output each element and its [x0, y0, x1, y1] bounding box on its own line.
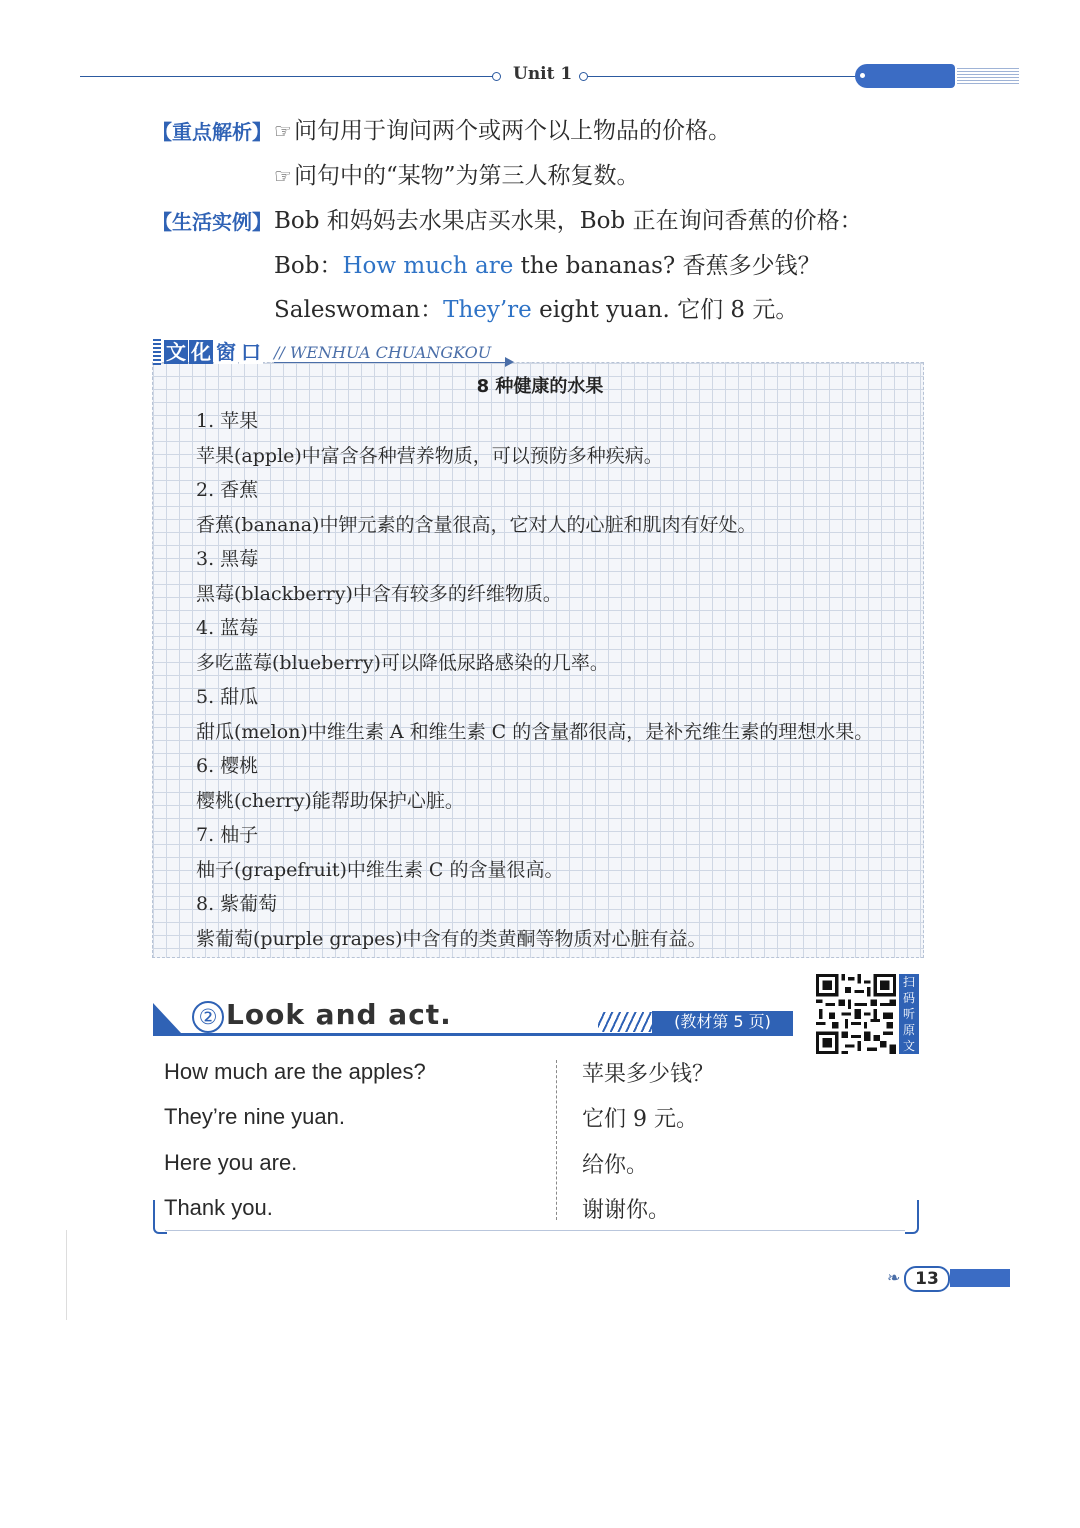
header-ring-right [579, 72, 588, 81]
dialogue-english: Thank you. [164, 1195, 273, 1220]
dialogue-chinese: 苹果多少钱？ [582, 1062, 715, 1087]
fruit-description: 紫葡萄(purple grapes)中含有的类黄酮等物质对心脏有益。 [196, 928, 707, 950]
fruit-heading: 3. 黑莓 [196, 548, 259, 570]
unit-label: Unit 1 [513, 64, 573, 84]
arrow-head-icon [505, 357, 514, 367]
fruit-description: 黑莓(blackberry)中含有较多的纤维物质。 [196, 583, 562, 605]
bracket-right [905, 1200, 919, 1234]
header-tab [855, 64, 955, 88]
section-number: ② [192, 1001, 224, 1033]
section-rule [153, 1033, 793, 1036]
dialogue-divider [556, 1060, 557, 1220]
fruit-heading: 5. 甜瓜 [196, 686, 259, 708]
fruit-heading: 2. 香蕉 [196, 479, 259, 501]
fruit-description: 苹果(apple)中富含各种营养物质，可以预防多种疾病。 [196, 445, 663, 467]
dialogue-chinese: 给你。 [582, 1153, 649, 1178]
pointing-hand-icon: ☞ [274, 164, 292, 188]
dialogue-chinese: 它们 9 元。 [582, 1107, 698, 1132]
key-phrase: They’re [443, 297, 532, 323]
analysis-point-1: ☞问句用于询问两个或两个以上物品的价格。 [274, 118, 731, 144]
textbook-page-ref: (教材第 5 页) [652, 1011, 793, 1033]
section-triangle-icon [153, 1003, 181, 1033]
bracket-left [153, 1200, 167, 1234]
fruit-description: 樱桃(cherry)能帮助保护心脏。 [196, 790, 464, 812]
analysis-point-2: ☞问句中的“某物”为第三人称复数。 [274, 163, 640, 189]
page-number: 13 [904, 1266, 950, 1292]
scan-to-listen-label[interactable]: 扫 码 听 原 文 [899, 974, 919, 1054]
section-title: Look and act. [226, 998, 452, 1031]
culture-title: 8 种健康的水果 [476, 376, 604, 397]
fruit-heading: 4. 蓝莓 [196, 617, 259, 639]
qr-code-icon[interactable] [816, 974, 896, 1054]
header-rule-right [588, 76, 856, 77]
arrow-line [274, 362, 512, 363]
bracket-rule [165, 1230, 905, 1231]
header-rule-left [80, 76, 494, 77]
key-phrase: How much are [342, 253, 514, 279]
dialogue-english: How much are the apples? [164, 1059, 426, 1084]
margin-line [66, 1230, 67, 1320]
pointing-hand-icon: ☞ [274, 119, 292, 143]
key-analysis-tag: 【重点解析】 [152, 120, 272, 144]
culture-window-heading: 文 化 窗 口 [153, 337, 264, 367]
header-stripes [957, 68, 1019, 84]
dialogue-english: Here you are. [164, 1150, 298, 1175]
dialogue-chinese: 谢谢你。 [582, 1198, 671, 1223]
slash-decoration [598, 1012, 658, 1032]
fruit-description: 香蕉(banana)中钾元素的含量很高，它对人的心脏和肌肉有好处。 [196, 514, 757, 536]
dialogue-english: They’re nine yuan. [164, 1104, 345, 1129]
fruit-description: 柚子(grapefruit)中维生素 C 的含量很高。 [196, 859, 564, 881]
fruit-heading: 6. 樱桃 [196, 755, 259, 777]
fruit-description: 多吃蓝莓(blueberry)可以降低尿路感染的几率。 [196, 652, 609, 674]
fruit-description: 甜瓜(melon)中维生素 A 和维生素 C 的含量都很高，是补充维生素的理想水果。 [196, 721, 874, 743]
header-ring-left [492, 72, 501, 81]
header-tab-dot [860, 73, 865, 78]
dialogue-line-bob: Bob：How much are the bananas? 香蕉多少钱？ [274, 253, 821, 279]
dialogue-line-saleswoman: Saleswoman：They’re eight yuan. 它们 8 元。 [274, 297, 799, 323]
page-number-bar [950, 1269, 1010, 1287]
heading-bars-icon [153, 339, 161, 365]
culture-window-pinyin: // WENHUA CHUANGKOU [274, 343, 492, 362]
leaf-icon: ❧ [887, 1268, 901, 1287]
fruit-heading: 7. 柚子 [196, 824, 259, 846]
fruit-heading: 1. 苹果 [196, 410, 259, 432]
fruit-heading: 8. 紫葡萄 [196, 893, 278, 915]
example-intro: Bob 和妈妈去水果店买水果，Bob 正在询问香蕉的价格： [274, 208, 863, 234]
life-example-tag: 【生活实例】 [152, 210, 272, 234]
